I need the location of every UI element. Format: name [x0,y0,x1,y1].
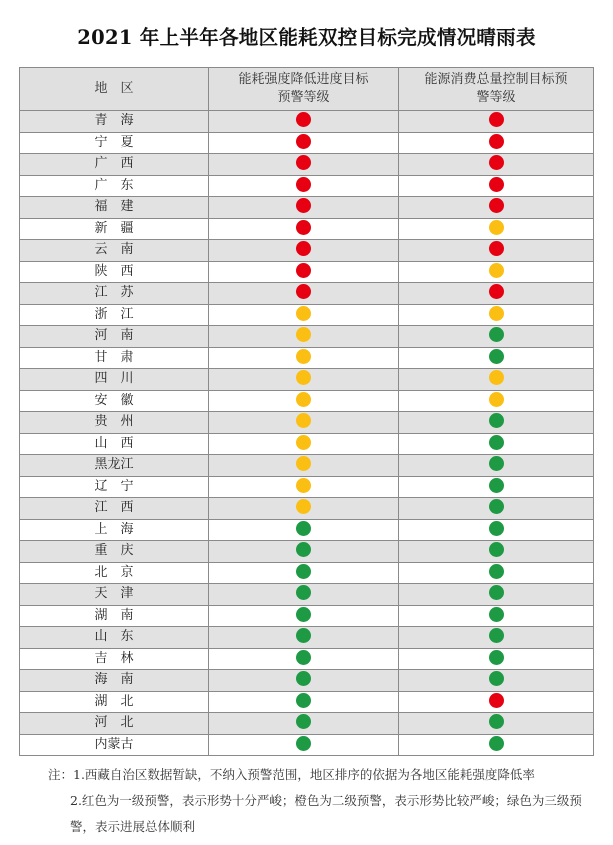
region-cell: 广 西 [20,154,209,176]
warning-dot-icon [489,413,504,428]
table-row [20,670,594,692]
intensity-level-cell [209,132,399,154]
total-level-cell [399,433,594,455]
region-cell: 海 南 [20,670,209,692]
total-level-cell [399,197,594,219]
region-cell: 安 徽 [20,390,209,412]
region-cell: 广 东 [20,175,209,197]
table-row [20,605,594,627]
intensity-level-cell [209,541,399,563]
total-level-cell [399,713,594,735]
warning-dot-icon [296,177,311,192]
region-cell: 江 苏 [20,283,209,305]
warning-dot-icon [489,198,504,213]
intensity-level-cell [209,304,399,326]
note-2: 2.红色为一级预警，表示形势十分严峻；橙色为二级预警，表示形势比较严峻；绿色为三级预警，表示进展总体顺利 [70,793,582,834]
intensity-level-cell [209,605,399,627]
intensity-level-cell [209,326,399,348]
table-row [20,519,594,541]
region-cell: 湖 北 [20,691,209,713]
warning-dot-icon [296,370,311,385]
warning-dot-icon [489,435,504,450]
warning-dot-icon [296,564,311,579]
warning-dot-icon [489,134,504,149]
total-level-cell [399,218,594,240]
intensity-level-cell [209,283,399,305]
warning-dot-icon [489,284,504,299]
table-row [20,713,594,735]
total-level-cell [399,627,594,649]
warning-dot-icon [296,671,311,686]
region-cell: 北 京 [20,562,209,584]
table-row [20,326,594,348]
warning-dot-icon [489,671,504,686]
region-cell: 新 疆 [20,218,209,240]
table-row [20,734,594,756]
warning-dot-icon [489,564,504,579]
warning-dot-icon [296,607,311,622]
total-level-cell [399,283,594,305]
region-cell: 江 西 [20,498,209,520]
warning-dot-icon [296,650,311,665]
table-row [20,476,594,498]
total-level-cell [399,584,594,606]
intensity-level-cell [209,713,399,735]
total-level-cell [399,562,594,584]
table-row [20,412,594,434]
table-header-row [20,68,594,111]
region-cell: 内蒙古 [20,734,209,756]
warning-dot-icon [296,628,311,643]
table-row [20,111,594,133]
table-row [20,691,594,713]
table-row [20,584,594,606]
table-row [20,433,594,455]
total-level-cell [399,347,594,369]
warning-dot-icon [489,263,504,278]
warning-dot-icon [296,693,311,708]
intensity-level-cell [209,369,399,391]
note-1: 注：1.西藏自治区数据暂缺，不纳入预警范围，地区排序的依据为各地区能耗强度降低率 [48,767,535,782]
table-row [20,562,594,584]
table-row [20,240,594,262]
warning-dot-icon [489,306,504,321]
warning-dot-icon [489,714,504,729]
header-region: 地 区 [20,68,209,111]
warning-dot-icon [296,736,311,751]
warning-dot-icon [489,327,504,342]
table-row [20,347,594,369]
warning-dot-icon [489,177,504,192]
warning-dot-icon [296,413,311,428]
intensity-level-cell [209,261,399,283]
table-row [20,197,594,219]
region-cell: 重 庆 [20,541,209,563]
warning-dot-icon [296,349,311,364]
table-row [20,648,594,670]
intensity-level-cell [209,433,399,455]
notes [48,762,603,840]
warning-dot-icon [489,155,504,170]
region-cell: 山 西 [20,433,209,455]
warning-dot-icon [489,349,504,364]
warning-dot-icon [296,392,311,407]
total-level-cell [399,261,594,283]
total-level-cell [399,605,594,627]
table-row [20,283,594,305]
warning-dot-icon [296,198,311,213]
warning-dot-icon [296,263,311,278]
intensity-level-cell [209,390,399,412]
intensity-level-cell [209,218,399,240]
warning-dot-icon [489,650,504,665]
intensity-level-cell [209,648,399,670]
header-intensity-label: 能耗强度降低进度目标预警等级 [238,72,369,105]
intensity-level-cell [209,670,399,692]
region-cell: 福 建 [20,197,209,219]
region-cell: 天 津 [20,584,209,606]
warning-dot-icon [489,736,504,751]
warning-dot-icon [489,607,504,622]
header-total-label: 能源消费总量控制目标预警等级 [424,72,568,105]
region-cell: 河 南 [20,326,209,348]
warning-dot-icon [296,499,311,514]
warning-dot-icon [489,241,504,256]
region-cell: 青 海 [20,111,209,133]
warning-dot-icon [489,542,504,557]
region-cell: 上 海 [20,519,209,541]
total-level-cell [399,734,594,756]
warning-dot-icon [489,693,504,708]
intensity-level-cell [209,240,399,262]
total-level-cell [399,691,594,713]
warning-table [19,67,594,756]
region-cell: 云 南 [20,240,209,262]
table-row [20,455,594,477]
intensity-level-cell [209,347,399,369]
region-cell: 甘 肃 [20,347,209,369]
region-cell: 浙 江 [20,304,209,326]
total-level-cell [399,369,594,391]
intensity-level-cell [209,111,399,133]
region-cell: 黑龙江 [20,455,209,477]
table-row [20,390,594,412]
page-title: 2021 年上半年各地区能耗双控目标完成情况晴雨表 [77,26,536,49]
table-row [20,175,594,197]
region-cell: 四 川 [20,369,209,391]
table-row [20,154,594,176]
table-row [20,627,594,649]
warning-dot-icon [296,112,311,127]
total-level-cell [399,240,594,262]
intensity-level-cell [209,175,399,197]
total-level-cell [399,476,594,498]
warning-dot-icon [489,478,504,493]
total-level-cell [399,154,594,176]
total-level-cell [399,498,594,520]
warning-dot-icon [489,521,504,536]
table-body [20,111,594,756]
total-level-cell [399,132,594,154]
table-row [20,369,594,391]
intensity-level-cell [209,584,399,606]
total-level-cell [399,648,594,670]
table-row [20,218,594,240]
warning-dot-icon [296,542,311,557]
warning-dot-icon [489,628,504,643]
table-row [20,261,594,283]
warning-dot-icon [489,220,504,235]
total-level-cell [399,670,594,692]
warning-dot-icon [296,306,311,321]
table-row [20,304,594,326]
warning-dot-icon [489,499,504,514]
warning-dot-icon [296,327,311,342]
intensity-level-cell [209,519,399,541]
warning-dot-icon [296,155,311,170]
intensity-level-cell [209,455,399,477]
warning-dot-icon [296,714,311,729]
region-cell: 陕 西 [20,261,209,283]
warning-dot-icon [296,478,311,493]
total-level-cell [399,412,594,434]
warning-dot-icon [489,585,504,600]
warning-dot-icon [489,112,504,127]
region-cell: 辽 宁 [20,476,209,498]
intensity-level-cell [209,562,399,584]
region-cell: 湖 南 [20,605,209,627]
table-row [20,541,594,563]
warning-dot-icon [296,284,311,299]
intensity-level-cell [209,734,399,756]
warning-dot-icon [296,521,311,536]
table-row [20,498,594,520]
header-total [399,68,594,111]
warning-dot-icon [489,370,504,385]
warning-dot-icon [296,585,311,600]
total-level-cell [399,326,594,348]
region-cell: 山 东 [20,627,209,649]
warning-dot-icon [489,456,504,471]
total-level-cell [399,111,594,133]
warning-dot-icon [296,435,311,450]
intensity-level-cell [209,498,399,520]
total-level-cell [399,541,594,563]
total-level-cell [399,304,594,326]
intensity-level-cell [209,197,399,219]
warning-dot-icon [296,241,311,256]
intensity-level-cell [209,412,399,434]
intensity-level-cell [209,154,399,176]
intensity-level-cell [209,476,399,498]
total-level-cell [399,175,594,197]
total-level-cell [399,455,594,477]
total-level-cell [399,390,594,412]
intensity-level-cell [209,691,399,713]
table-row [20,132,594,154]
warning-dot-icon [296,220,311,235]
intensity-level-cell [209,627,399,649]
region-cell: 贵 州 [20,412,209,434]
region-cell: 吉 林 [20,648,209,670]
warning-dot-icon [489,392,504,407]
total-level-cell [399,519,594,541]
region-cell: 河 北 [20,713,209,735]
warning-dot-icon [296,456,311,471]
header-intensity [209,68,399,111]
region-cell: 宁 夏 [20,132,209,154]
warning-dot-icon [296,134,311,149]
